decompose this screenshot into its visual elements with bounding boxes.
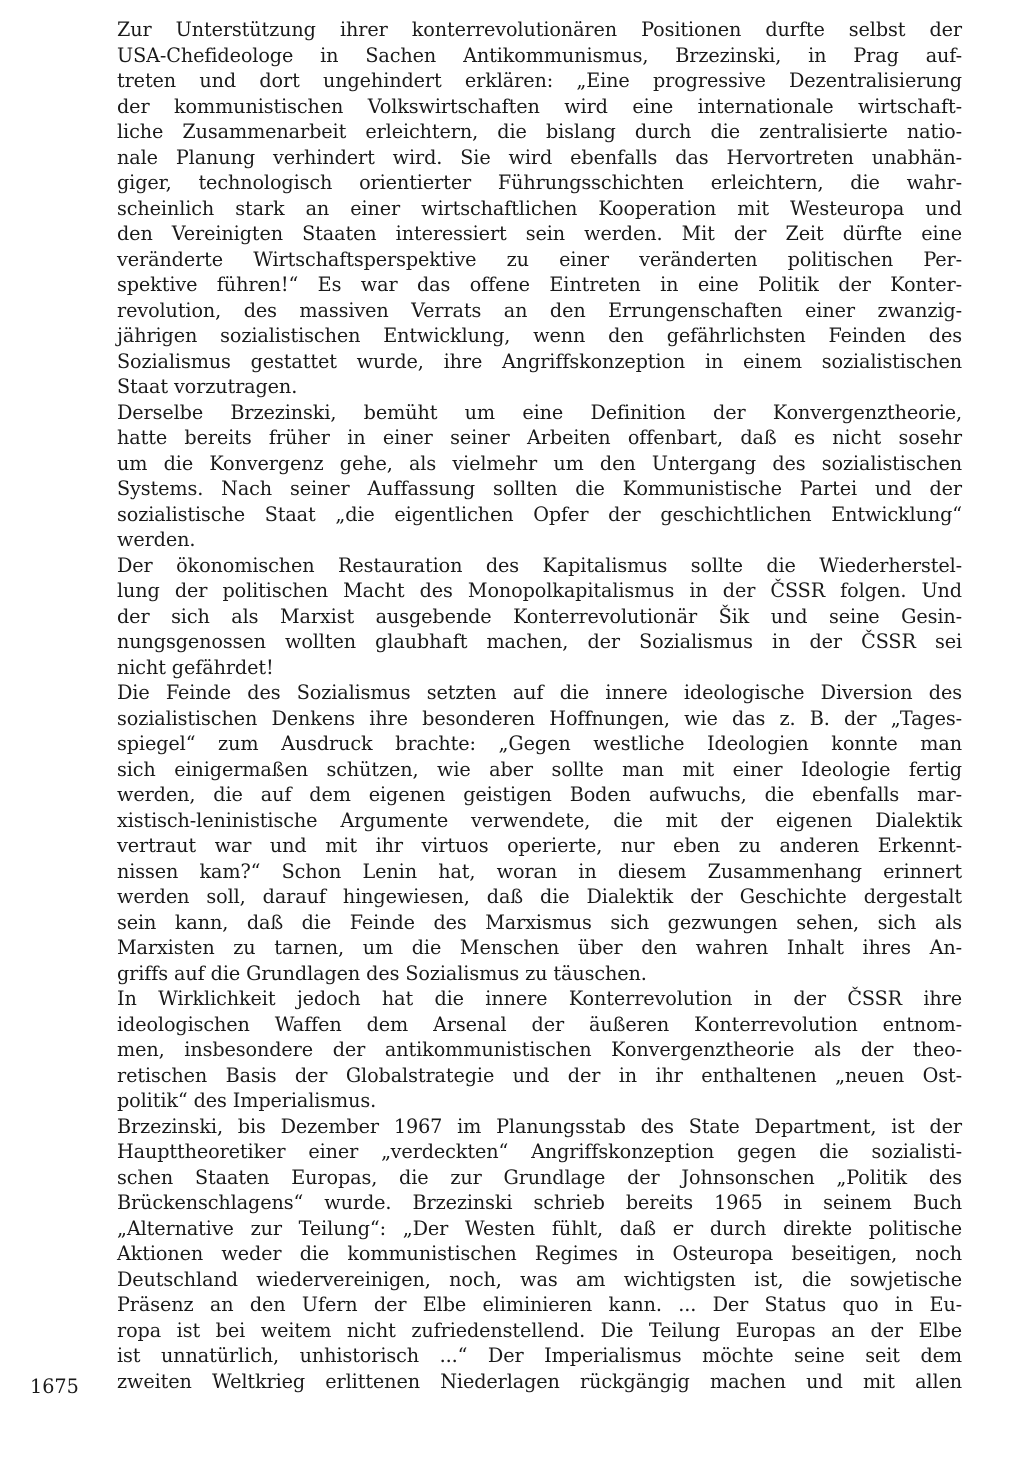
text-line: In Wirklichkeit jedoch hat die innere Konterrevolution in der ČSSR ihre — [117, 987, 962, 1010]
text-line: men, insbesondere der antikommunistischen Konvergenztheorie als der theo- — [117, 1038, 962, 1061]
text-line: sozialistischen Denkens ihre besonderen Hoffnungen, wie das z. B. der „Tages- — [117, 706, 962, 730]
text-line: nissen kam?“ Schon Lenin hat, woran in diesem Zusammenhang erinnert — [117, 859, 962, 883]
text-line: liche Zusammenarbeit erleichtern, die bislang durch die zentralisierte natio- — [117, 120, 962, 143]
text-line: sein kann, daß die Feinde des Marxismus sich gezwungen sehen, sich als — [117, 910, 962, 934]
text-line: Der ökonomischen Restauration des Kapitalismus sollte die Wiederherstel- — [117, 553, 962, 577]
text-line: ropa ist bei weitem nicht zufriedenstellend. Die Teilung Europas an der Elbe — [117, 1318, 962, 1342]
text-line: retischen Basis der Globalstrategie und der in ihr enthaltenen „neuen Ost- — [117, 1063, 962, 1087]
text-line: nicht gefährdet! — [117, 655, 274, 679]
text-line: nale Planung verhindert wird. Sie wird ebenfalls das Hervortreten unabhän- — [117, 145, 962, 169]
text-line: schen Staaten Europas, die zur Grundlage der Johnsonschen „Politik des — [117, 1165, 962, 1189]
text-line: Sozialismus gestattet wurde, ihre Angriffskonzeption in einem sozialistischen — [117, 349, 962, 373]
text-line: ist unnatürlich, unhistorisch ...“ Der Imperialismus möchte seine seit dem — [117, 1344, 962, 1367]
text-line: ideologischen Waffen dem Arsenal der äußeren Konterrevolution entnom- — [117, 1012, 962, 1036]
text-line: jährigen sozialistischen Entwicklung, wenn den gefährlichsten Feinden des — [117, 324, 962, 347]
text-line: spiegel“ zum Ausdruck brachte: „Gegen westliche Ideologien konnte man — [117, 732, 962, 755]
text-line: USA-Chefideologe in Sachen Antikommunismus, Brzezinski, in Prag auf- — [117, 43, 962, 67]
text-line: Derselbe Brzezinski, bemüht um eine Definition der Konvergenztheorie, — [117, 400, 962, 424]
text-line: werden, die auf dem eigenen geistigen Boden aufwuchs, die ebenfalls mar- — [117, 783, 962, 806]
text-line: vertraut war und mit ihr virtuos operierte, nur eben zu anderen Erkennt- — [117, 834, 962, 857]
text-line: veränderte Wirtschaftsperspektive zu einer veränderten politischen Per- — [117, 247, 962, 271]
page-number: 1675 — [30, 1375, 79, 1398]
text-line: treten und dort ungehindert erklären: „Eine progressive Dezentralisierung — [117, 69, 962, 92]
text-line: zweiten Weltkrieg erlittenen Niederlagen rückgängig machen und mit allen — [117, 1369, 962, 1393]
text-line: der sich als Marxist ausgebende Konterrevolutionär Šik und seine Gesin- — [117, 604, 962, 628]
text-line: hatte bereits früher in einer seiner Arbeiten offenbart, daß es nicht sosehr — [117, 426, 962, 449]
text-line: Deutschland wiedervereinigen, noch, was am wichtigsten ist, die sowjetische — [117, 1267, 962, 1291]
body-text — [117, 17, 962, 1394]
text-line: nungsgenossen wollten glaubhaft machen, der Sozialismus in der ČSSR sei — [117, 630, 962, 653]
text-line: Marxisten zu tarnen, um die Menschen über den wahren Inhalt ihres An- — [117, 936, 962, 959]
text-line: sozialistische Staat „die eigentlichen Opfer der geschichtlichen Entwicklung“ — [117, 502, 962, 526]
text-line: der kommunistischen Volkswirtschaften wird eine internationale wirtschaft- — [117, 94, 962, 118]
text-line: Brückenschlagens“ wurde. Brzezinski schrieb bereits 1965 in seinem Buch — [117, 1191, 962, 1214]
text-line: „Alternative zur Teilung“: „Der Westen fühlt, daß er durch direkte politische — [117, 1216, 962, 1240]
text-line: werden. — [117, 528, 196, 551]
text-line: um die Konvergenz gehe, als vielmehr um den Untergang des sozialistischen — [117, 451, 962, 475]
text-line: Staat vorzutragen. — [117, 375, 298, 398]
text-line: werden soll, darauf hingewiesen, daß die Dialektik der Geschichte dergestalt — [117, 885, 962, 908]
text-line: xistisch-leninistische Argumente verwendete, die mit der eigenen Dialektik — [117, 808, 962, 832]
text-line: Die Feinde des Sozialismus setzten auf die innere ideologische Diversion des — [117, 681, 962, 704]
text-line: Haupttheoretiker einer „verdeckten“ Angriffskonzeption gegen die sozialisti- — [117, 1140, 962, 1163]
text-line: Präsenz an den Ufern der Elbe eliminieren kann. ... Der Status quo in Eu- — [117, 1293, 962, 1316]
text-line: spektive führen!“ Es war das offene Eintreten in eine Politik der Konter- — [117, 273, 962, 296]
text-line: giger, technologisch orientierter Führungsschichten erleichtern, die wahr- — [117, 171, 962, 194]
text-line: politik“ des Imperialismus. — [117, 1089, 377, 1112]
text-line: den Vereinigten Staaten interessiert sein werden. Mit der Zeit dürfte eine — [117, 222, 962, 245]
text-line: Brzezinski, bis Dezember 1967 im Planungsstab des State Department, ist der — [117, 1114, 962, 1138]
text-line: Zur Unterstützung ihrer konterrevolutionären Positionen durfte selbst der — [117, 18, 962, 41]
text-line: scheinlich stark an einer wirtschaftlichen Kooperation mit Westeuropa und — [117, 196, 962, 220]
text-line: revolution, des massiven Verrats an den Errungenschaften einer zwanzig- — [117, 298, 962, 322]
text-line: sich einigermaßen schützen, wie aber sollte man mit einer Ideologie fertig — [117, 757, 962, 781]
text-line: griffs auf die Grundlagen des Sozialismus zu täuschen. — [117, 961, 647, 985]
text-line: Systems. Nach seiner Auffassung sollten die Kommunistische Partei und der — [117, 477, 962, 500]
text-line: Aktionen weder die kommunistischen Regimes in Osteuropa beseitigen, noch — [117, 1242, 962, 1265]
text-line: lung der politischen Macht des Monopolkapitalismus in der ČSSR folgen. Und — [117, 579, 962, 602]
